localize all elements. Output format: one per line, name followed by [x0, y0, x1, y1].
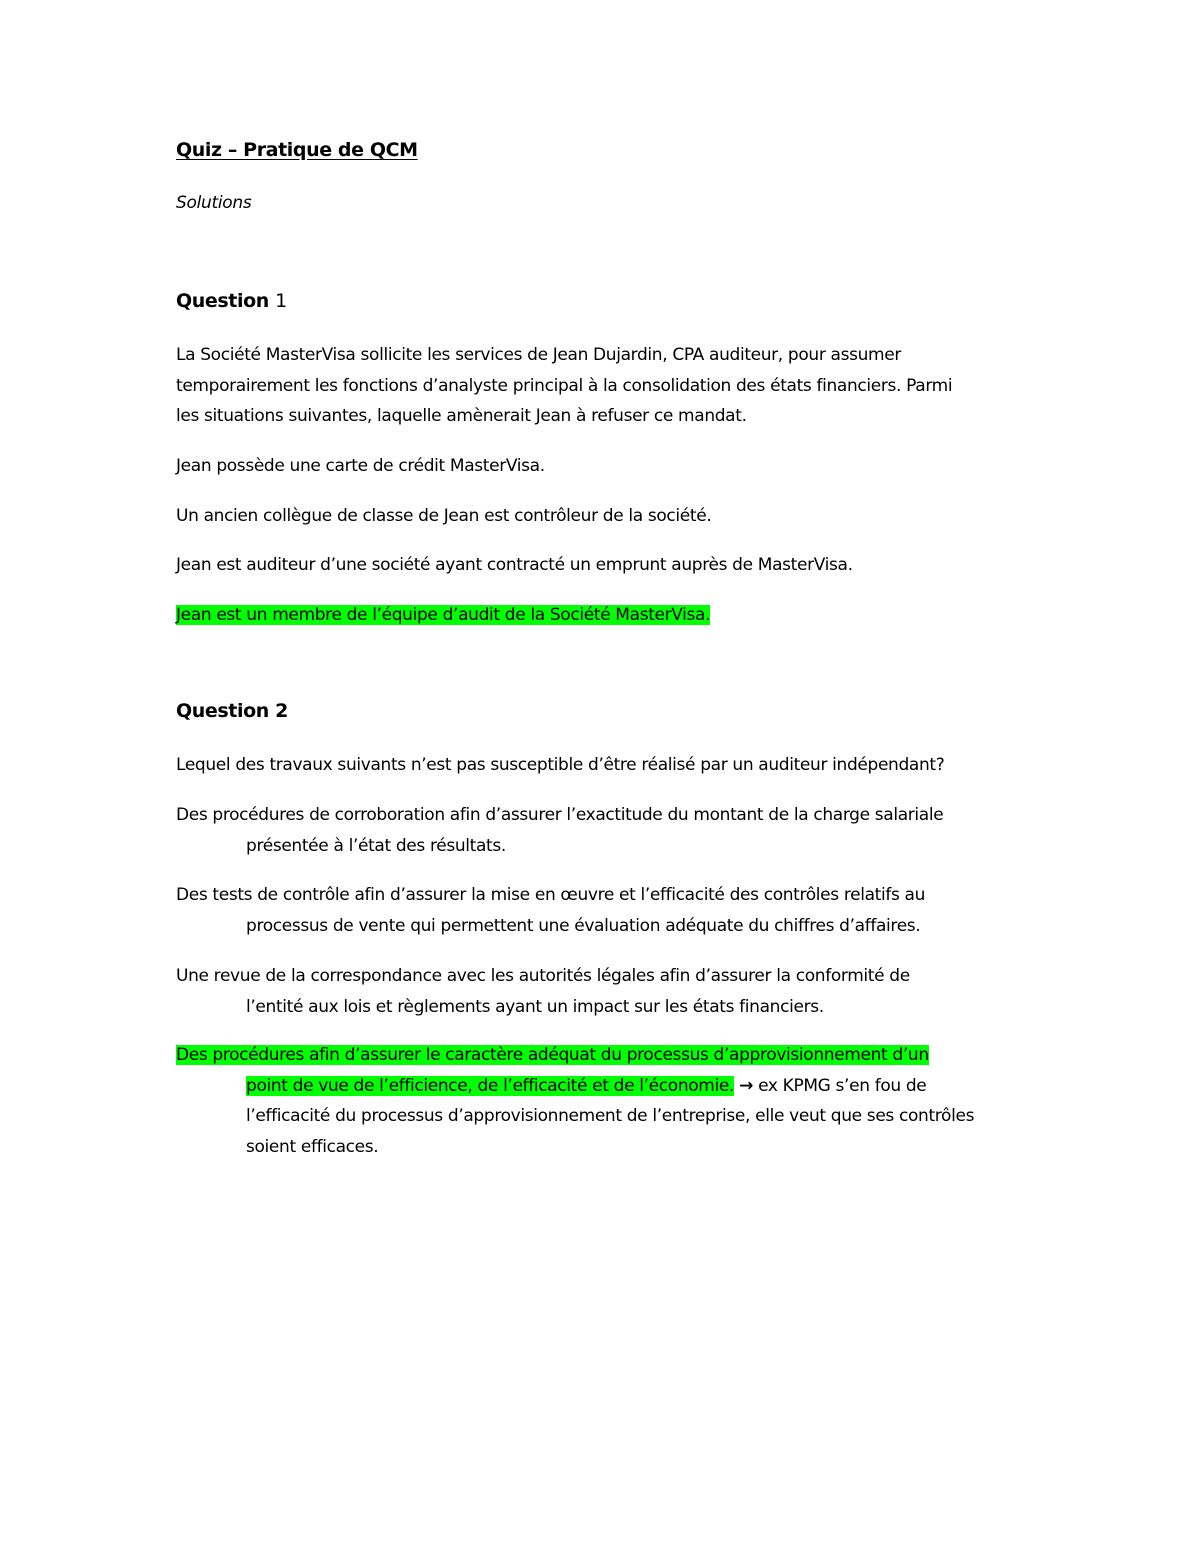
question-2-option-d-answer: [176, 1040, 974, 1162]
option-line-indented: l’entité aux lois et règlements ayant un impact sur les états financiers.: [246, 996, 824, 1017]
question-2-heading-word: Question: [176, 700, 269, 722]
question-1-stem-line: temporairement les fonctions d’analyste principal à la consolidation des états financiers. Parmi: [176, 375, 953, 396]
annotation-note-line: l’efficacité du processus d’approvisionnement de l’entreprise, elle veut que ses contrôles: [246, 1106, 975, 1126]
option-line: Une revue de la correspondance avec les autorités légales afin d’assurer la conformité de: [176, 966, 910, 986]
question-2-option-b: [176, 880, 925, 941]
question-1-heading: [176, 290, 287, 312]
question-2-stem: Lequel des travaux suivants n’est pas susceptible d’être réalisé par un auditeur indépendant?: [176, 755, 945, 775]
question-1-heading-number: 1: [275, 290, 287, 312]
question-1-option-d-answer: [176, 600, 710, 631]
question-1-stem-line: les situations suivantes, laquelle amènerait Jean à refuser ce mandat.: [176, 406, 747, 426]
option-line-indented: [176, 1071, 974, 1102]
answer-highlight: Jean est un membre de l’équipe d’audit de la Société MasterVisa.: [176, 605, 711, 625]
option-line: [176, 1040, 974, 1071]
option-line: Des tests de contrôle afin d’assurer la mise en œuvre et l’efficacité des contrôles relatifs au: [176, 885, 926, 905]
question-2-heading-number: 2: [275, 700, 288, 722]
document-subtitle: Solutions: [176, 193, 252, 213]
document-title: Quiz – Pratique de QCM: [176, 139, 418, 161]
question-1-option-c: Jean est auditeur d’une société ayant contracté un emprunt auprès de MasterVisa.: [176, 555, 853, 575]
arrow-right-icon: →: [739, 1075, 754, 1096]
question-1-option-a: Jean possède une carte de crédit MasterVisa.: [176, 456, 545, 476]
answer-highlight: Des procédures afin d’assurer le caractère adéquat du processus d’approvisionnement d’un: [176, 1045, 929, 1065]
option-line-indented: présentée à l’état des résultats.: [246, 835, 506, 856]
answer-highlight: point de vue de l’efficience, de l’efficacité et de l’économie.: [246, 1075, 735, 1096]
option-line-indented: processus de vente qui permettent une évaluation adéquate du chiffres d’affaires.: [246, 915, 921, 936]
question-2-heading: [176, 700, 288, 722]
annotation-note: ex KPMG s’en fou de: [758, 1075, 927, 1096]
question-2-option-c: [176, 961, 910, 1022]
option-line: Des procédures de corroboration afin d’assurer l’exactitude du montant de la charge salariale: [176, 805, 944, 825]
question-2-option-a: [176, 800, 943, 861]
question-1-heading-word: Question: [176, 290, 269, 312]
question-1-option-b: Un ancien collègue de classe de Jean est contrôleur de la société.: [176, 506, 712, 526]
annotation-note-line: soient efficaces.: [246, 1136, 379, 1157]
question-1-stem-line: La Société MasterVisa sollicite les services de Jean Dujardin, CPA auditeur, pour assumer: [176, 345, 901, 365]
question-1-stem: [176, 340, 952, 432]
